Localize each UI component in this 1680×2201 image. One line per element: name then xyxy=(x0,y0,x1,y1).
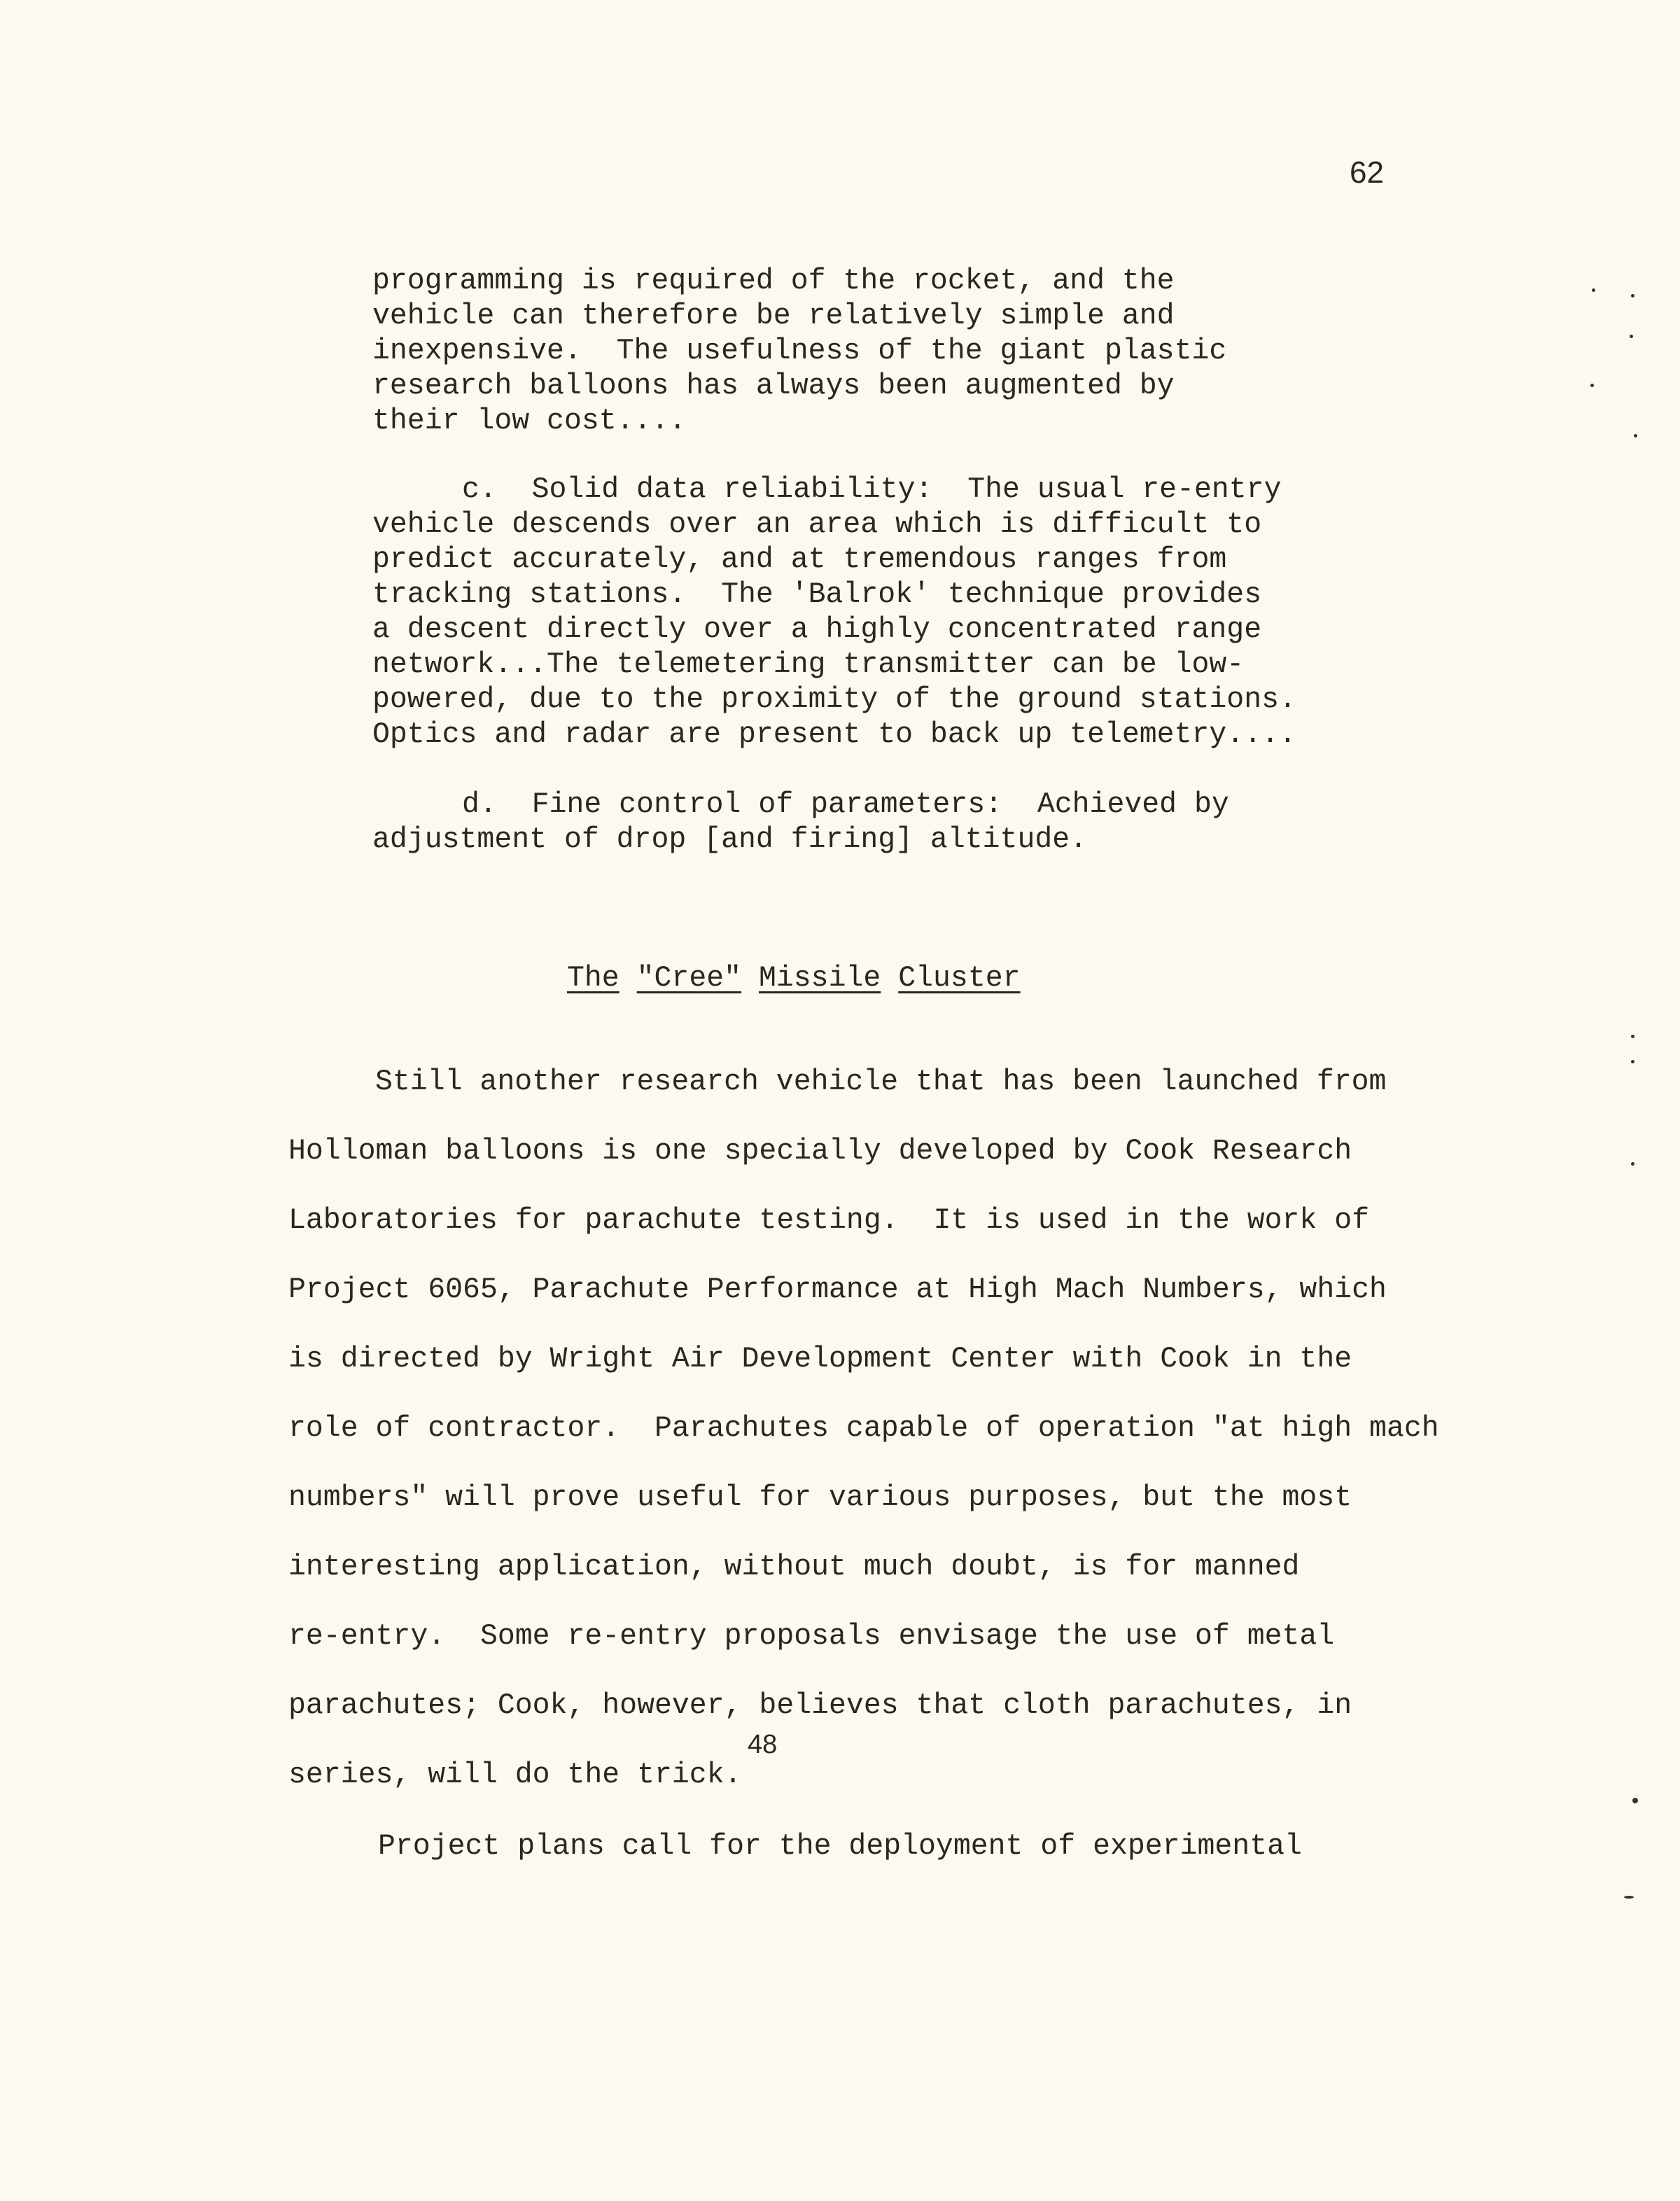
text-line: predict accurately, and at tremendous ranges from xyxy=(372,543,1227,576)
margin-mark xyxy=(1624,1896,1634,1899)
text-line: role of contractor. Parachutes capable of operation "at high mach xyxy=(288,1412,1439,1445)
section-heading xyxy=(567,961,1021,996)
text-line: re-entry. Some re-entry proposals envisage the use of metal xyxy=(288,1620,1335,1653)
text-line: Holloman balloons is one specially developed by Cook Research xyxy=(288,1135,1352,1168)
text-line: Project 6065, Parachute Performance at High Mach Numbers, which xyxy=(288,1273,1387,1306)
text-line: d. Fine control of parameters: Achieved by xyxy=(462,788,1229,821)
text-line: interesting application, without much doubt, is for manned xyxy=(288,1551,1300,1584)
text-line: network...The telemetering transmitter can be low- xyxy=(372,648,1245,681)
margin-mark xyxy=(1631,1060,1634,1063)
text-line: Laboratories for parachute testing. It is used in the work of xyxy=(288,1204,1370,1237)
margin-mark xyxy=(1631,1162,1634,1166)
next-paragraph-line: Project plans call for the deployment of experimental xyxy=(378,1830,1302,1863)
heading-word: "Cree" xyxy=(636,962,742,995)
text-line: is directed by Wright Air Development Center with Cook in the xyxy=(288,1343,1352,1376)
text-line: vehicle can therefore be relatively simple and xyxy=(372,300,1175,333)
text-line: vehicle descends over an area which is difficult to xyxy=(372,508,1262,541)
quoted-paragraph-d xyxy=(372,788,1229,858)
heading-word: The xyxy=(567,962,620,995)
margin-mark xyxy=(1634,434,1637,438)
text-line: numbers" will prove useful for various purposes, but the most xyxy=(288,1481,1352,1514)
text-line: Optics and radar are present to back up telemetry.... xyxy=(372,718,1296,751)
margin-mark xyxy=(1590,384,1594,387)
text-line: their low cost.... xyxy=(372,405,687,438)
text-line: research balloons has always been augmented by xyxy=(372,370,1175,403)
body-paragraph xyxy=(288,1065,1439,1827)
margin-mark xyxy=(1632,1798,1638,1803)
text-line: a descent directly over a highly concentrated range xyxy=(372,613,1262,646)
text-line: c. Solid data reliability: The usual re-entry xyxy=(462,473,1282,506)
margin-mark xyxy=(1630,335,1633,338)
text-line: Still another research vehicle that has been launched from xyxy=(375,1065,1387,1098)
page-number: 62 xyxy=(1350,155,1384,190)
text-line: programming is required of the rocket, and the xyxy=(372,265,1175,298)
margin-mark xyxy=(1631,294,1634,298)
quoted-paragraph-c xyxy=(372,473,1296,753)
text-line: adjustment of drop [and firing] altitude. xyxy=(372,823,1088,856)
text-line: powered, due to the proximity of the ground stations. xyxy=(372,683,1296,716)
heading-word: Cluster xyxy=(898,962,1021,995)
text-line: parachutes; Cook, however, believes that cloth parachutes, in xyxy=(288,1689,1352,1722)
text-line: inexpensive. The usefulness of the giant plastic xyxy=(372,335,1227,368)
margin-mark xyxy=(1592,288,1595,292)
quoted-paragraph-continuation xyxy=(372,264,1226,439)
text-line: series, will do the trick. xyxy=(288,1759,742,1791)
text-line: tracking stations. The 'Balrok' technique provides xyxy=(372,578,1262,611)
heading-word: Missile xyxy=(758,962,881,995)
footnote-reference: 48 xyxy=(748,1730,778,1759)
margin-mark xyxy=(1631,1035,1634,1038)
